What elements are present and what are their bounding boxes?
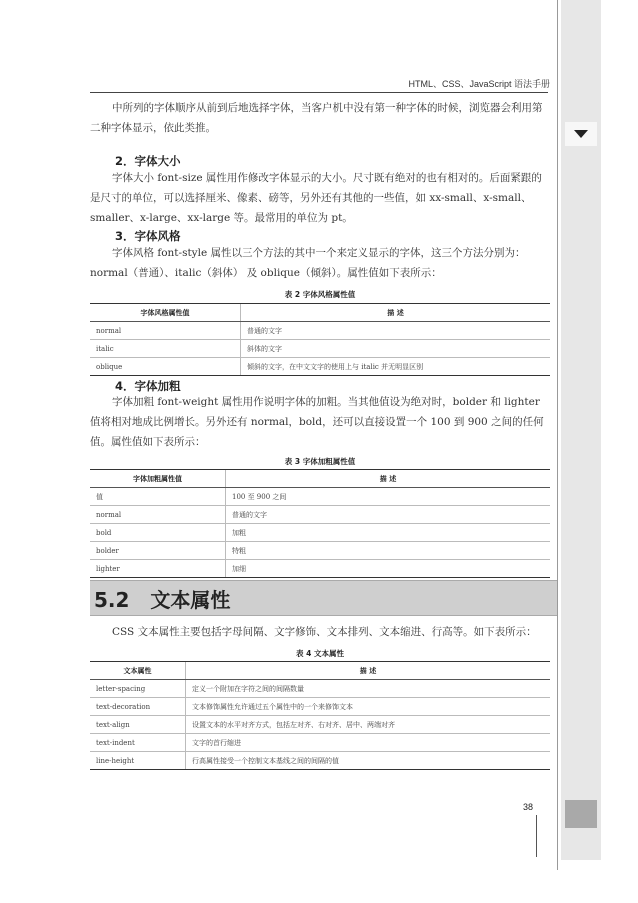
table-cell: text-indent (90, 734, 186, 752)
table-cell: text-decoration (90, 698, 186, 716)
table-cell: 特粗 (226, 542, 551, 560)
heading-font-style: 3．字体风格 (115, 229, 181, 243)
table-row (90, 340, 550, 358)
section-number: 5.2 (94, 588, 130, 612)
table-2-caption: 表 2 字体风格属性值 (284, 290, 356, 299)
table-header: 字体风格属性值 (90, 304, 241, 322)
table-header: 文本属性 (90, 662, 186, 680)
table-4-caption: 表 4 文本属性 (296, 649, 344, 658)
table-row (90, 542, 550, 560)
paragraph-1: 中所列的字体顺序从前到后地选择字体，当客户机中没有第一种字体的时候，浏览器会利用第二种字体显示，依此类推。 (90, 102, 543, 134)
paragraph-text-props: CSS 文本属性主要包括字母间隔、文字修饰、文本排列、文本缩进、行高等。如下表所示： (112, 626, 537, 638)
table-cell: 值 (90, 488, 226, 506)
table-cell: 文本修饰属性允许通过五个属性中的一个来修饰文本 (186, 698, 551, 716)
table-cell: 倾斜的文字，在中文文字的使用上与 italic 并无明显区别 (241, 358, 551, 376)
table-header: 字体加粗属性值 (90, 470, 226, 488)
table-cell: 斜体的文字 (241, 340, 551, 358)
sidebar-marker (565, 800, 597, 828)
table-cell: 定义一个附加在字符之间的间隔数量 (186, 680, 551, 698)
table-cell: normal (90, 322, 241, 340)
table-font-style (90, 303, 550, 376)
running-header: HTML、CSS、JavaScript 语法手册 (408, 79, 550, 89)
table-cell: lighter (90, 560, 226, 578)
table-cell: 普通的文字 (241, 322, 551, 340)
table-row (90, 716, 550, 734)
table-cell: line-height (90, 752, 186, 770)
heading-font-size: 2．字体大小 (115, 154, 181, 168)
sidebar-divider (557, 0, 558, 870)
table-row (90, 358, 550, 376)
paragraph-font-weight: 字体加粗 font-weight 属性用作说明字体的加粗。当其他值设为绝对时，bolder 和 lighter 值将相对地成比例增长。另外还有 normal，bold，还可以直接设置一个 100 到 900 之间的任何值。属性值如下表所示： (90, 396, 544, 448)
table-row (90, 752, 550, 770)
page-number-rule (536, 815, 537, 857)
table-header: 描 述 (186, 662, 551, 680)
table-cell: 行高属性接受一个控制文本基线之间的间隔的值 (186, 752, 551, 770)
table-cell: italic (90, 340, 241, 358)
table-row (90, 524, 550, 542)
table-row (90, 680, 550, 698)
header-rule (90, 92, 548, 93)
table-row (90, 488, 550, 506)
triangle-down-icon (574, 130, 588, 138)
table-header: 描 述 (241, 304, 551, 322)
table-cell: oblique (90, 358, 241, 376)
table-cell: 设置文本的水平对齐方式，包括左对齐、右对齐、居中、两端对齐 (186, 716, 551, 734)
paragraph-font-size: 字体大小 font-size 属性用作修改字体显示的大小。尺寸既有绝对的也有相对的。后面紧跟的是尺寸的单位，可以选择厘米、像素、磅等，另外还有其他的一些值，如 xx-small、x-small、smaller、x-large、xx-large 等。最常用的单位为 pt。 (90, 172, 542, 224)
table-cell: 加粗 (226, 524, 551, 542)
table-cell: 文字的首行缩进 (186, 734, 551, 752)
paragraph-font-style: 字体风格 font-style 属性以三个方法的其中一个来定义显示的字体，这三个方法分别为：normal（普通）、italic（斜体） 及 oblique（倾斜）。属性值如下表所示： (90, 247, 526, 279)
table-cell: text-align (90, 716, 186, 734)
table-row (90, 506, 550, 524)
table-row (90, 560, 550, 578)
scroll-down-button[interactable] (565, 122, 597, 146)
table-font-weight (90, 469, 550, 578)
page-number: 38 (523, 802, 534, 812)
table-cell: bolder (90, 542, 226, 560)
table-cell: letter-spacing (90, 680, 186, 698)
table-cell: 100 至 900 之间 (226, 488, 551, 506)
section-title (94, 584, 230, 613)
table-row (90, 322, 550, 340)
table-row (90, 698, 550, 716)
table-cell: normal (90, 506, 226, 524)
table-cell: bold (90, 524, 226, 542)
table-cell: 普通的文字 (226, 506, 551, 524)
table-header: 描 述 (226, 470, 551, 488)
section-name: 文本属性 (150, 588, 231, 612)
heading-font-weight: 4．字体加粗 (115, 379, 181, 393)
table-3-caption: 表 3 字体加粗属性值 (284, 457, 356, 466)
table-text-props (90, 661, 550, 770)
table-row (90, 734, 550, 752)
table-cell: 加细 (226, 560, 551, 578)
